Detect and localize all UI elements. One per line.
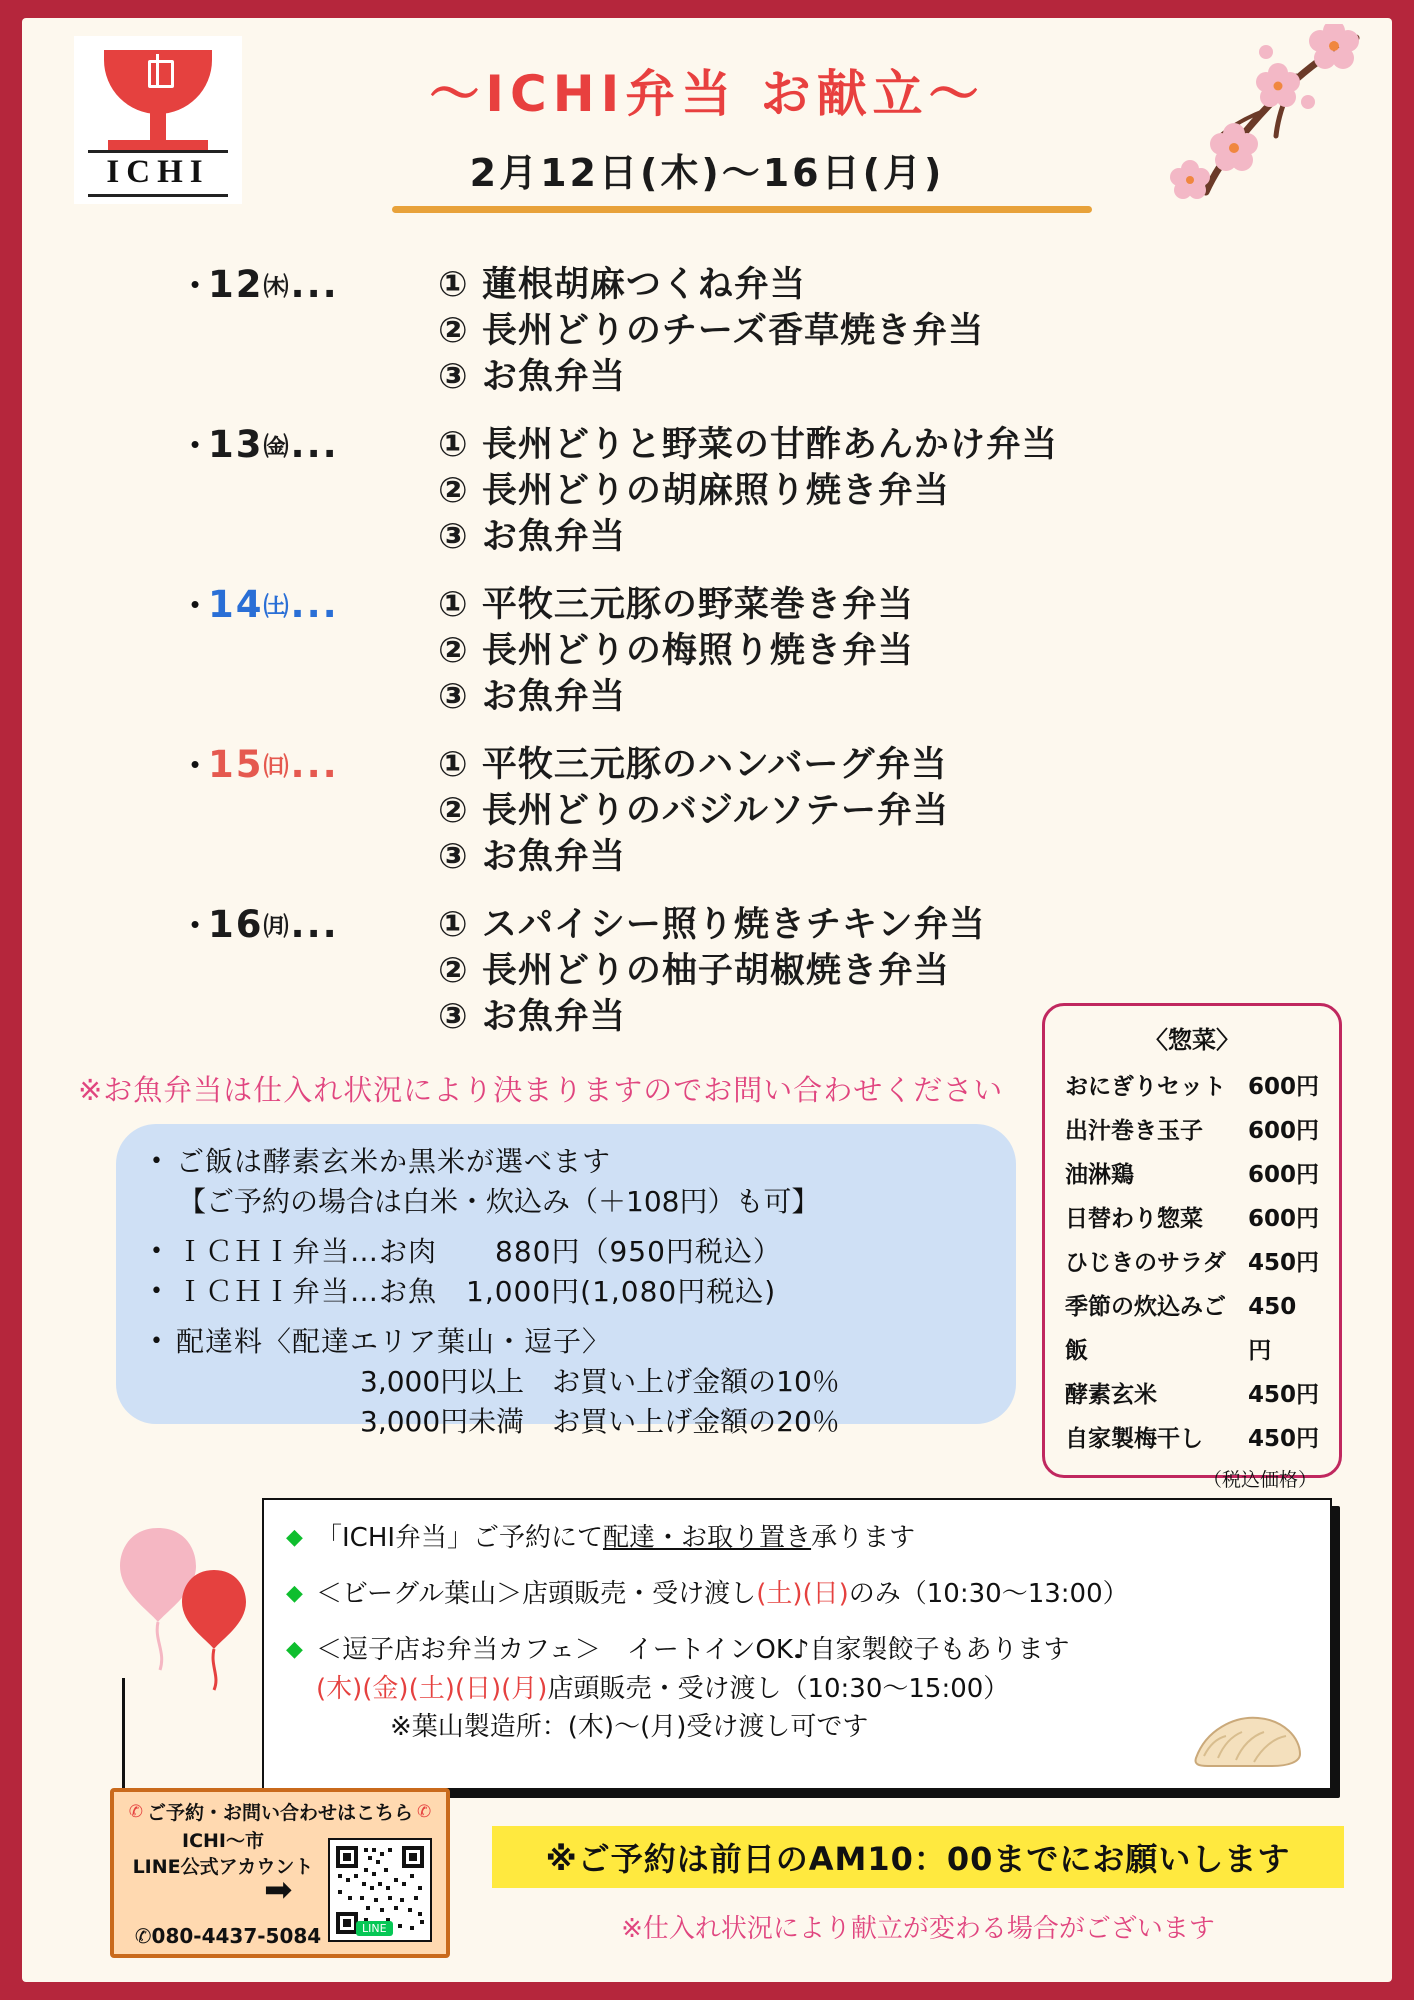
side-dish-price: 450円 — [1247, 1426, 1319, 1452]
info-zushi-hours-text: 店頭販売・受け渡し（10:30〜15:00） — [547, 1674, 1010, 1704]
contact-account-type: LINE公式アカウント — [132, 1856, 314, 1878]
price-meat-line — [150, 1232, 1006, 1272]
info-zushi-hours — [286, 1670, 1310, 1708]
side-dish-tax-note: （税込価格） — [1202, 1469, 1317, 1491]
day-label: 14㈯... — [208, 583, 339, 626]
side-dish-name: 油淋鶏 — [1065, 1162, 1134, 1188]
info-box — [262, 1498, 1332, 1790]
side-dish-name: 酵素玄米 — [1065, 1382, 1157, 1408]
menu-item: ① 平牧三元豚のハンバーグ弁当 — [438, 745, 948, 785]
menu-item: ① 平牧三元豚の野菜巻き弁当 — [438, 585, 914, 625]
delivery-fee-line — [150, 1322, 1006, 1362]
sakura-branch-icon — [1146, 24, 1366, 214]
side-dish-name: おにぎりセット — [1065, 1074, 1226, 1100]
info-line-zushi — [286, 1630, 1310, 1670]
side-dish-heading: 〈惣菜〉 — [1144, 1026, 1240, 1054]
flyer-page — [22, 18, 1392, 1982]
menu-item: ③ お魚弁当 — [438, 837, 626, 877]
menu-day-row — [22, 582, 1392, 720]
contact-card-heading — [114, 1798, 446, 1825]
menu-item: ① スパイシー照り焼きチキン弁当 — [438, 905, 986, 945]
side-dish-name: 季節の炊込みご飯 — [1065, 1294, 1226, 1364]
table-row — [1045, 1109, 1339, 1153]
menu-list — [22, 262, 1392, 1062]
diamond-icon: ◆ — [286, 1581, 303, 1606]
menu-day-row — [22, 262, 1392, 400]
delivery-fee-title: 配達料〈配達エリア葉山・逗子〉 — [176, 1325, 612, 1358]
qr-line-label: LINE — [356, 1921, 393, 1936]
contact-phone[interactable] — [128, 1924, 328, 1948]
day-label: 12㈭... — [208, 263, 339, 306]
menu-item: ② 長州どりの柚子胡椒焼き弁当 — [438, 951, 950, 991]
side-dish-price: 450円 — [1248, 1294, 1297, 1364]
balloon-icon — [114, 1518, 274, 1718]
info-zushi-text: ＜逗子店お弁当カフェ＞ イートインOK♪自家製餃子もあります — [316, 1635, 1070, 1665]
info-zushi-days: (木)(金)(土)(日)(月) — [316, 1674, 548, 1704]
menu-item: ② 長州どりのバジルソテー弁当 — [438, 791, 949, 831]
info-hayama-a: ＜ビーグル葉山＞店頭販売・受け渡し — [316, 1579, 757, 1609]
table-row — [1045, 1417, 1339, 1461]
delivery-fee-over: 3,000円以上 お買い上げ金額の10％ — [360, 1365, 840, 1398]
pin-icon-right: ✆ — [417, 1801, 432, 1822]
pricing-box — [116, 1124, 1016, 1438]
day-items — [438, 742, 1392, 880]
rice-option-line — [150, 1142, 1006, 1182]
pin-icon: ✆ — [128, 1801, 143, 1822]
menu-day-row — [22, 422, 1392, 560]
menu-item: ① 長州どりと野菜の甘酢あんかけ弁当 — [438, 425, 1058, 465]
menu-change-note: ※仕入れ状況により献立が変わる場合がございます — [621, 1914, 1215, 1944]
list-bullet: • — [190, 589, 200, 619]
side-dish-price: 600円 — [1247, 1162, 1319, 1188]
menu-item: ③ お魚弁当 — [438, 997, 626, 1037]
day-items — [438, 582, 1392, 720]
table-row — [1045, 1153, 1339, 1197]
list-bullet: • — [190, 429, 200, 459]
price-fish-line — [150, 1272, 1006, 1312]
contact-card[interactable] — [110, 1788, 450, 1958]
side-dish-name: ひじきのサラダ — [1065, 1250, 1226, 1276]
qr-code[interactable] — [328, 1838, 432, 1942]
header — [22, 18, 1392, 236]
arrow-right-icon: ➡ — [264, 1871, 293, 1909]
info-reserve-a: 「ICHI弁当」ご予約にて — [316, 1523, 604, 1553]
info-hayama-days: (土)(日) — [756, 1579, 849, 1609]
info-line-hayama — [286, 1574, 1310, 1614]
table-row — [1045, 1373, 1339, 1417]
title-underline — [392, 206, 1092, 213]
table-row — [1045, 1285, 1339, 1373]
info-reserve-text — [316, 1518, 1310, 1558]
reservation-banner: ※ご予約は前日のAM10：00までにお願いします — [492, 1826, 1344, 1888]
menu-item: ② 長州どりの梅照り焼き弁当 — [438, 631, 914, 671]
price-fish-text: ＩＣＨＩ弁当…お魚 1,000円(1,080円税込) — [176, 1275, 777, 1308]
table-row — [1045, 1197, 1339, 1241]
list-bullet: • — [190, 909, 200, 939]
side-dish-price: 600円 — [1247, 1206, 1319, 1232]
menu-item: ③ お魚弁当 — [438, 357, 626, 397]
contact-account-name: ICHI〜市 — [182, 1830, 264, 1852]
list-bullet: • — [190, 749, 200, 779]
page-title: 〜ICHI弁当 お献立〜 — [429, 65, 985, 123]
side-dish-name: 自家製梅干し — [1065, 1426, 1203, 1452]
side-dish-price: 600円 — [1247, 1118, 1319, 1144]
info-reserve-underline: 配達・お取り置き — [603, 1523, 812, 1553]
side-dish-price: 450円 — [1247, 1250, 1319, 1276]
table-row — [1045, 1241, 1339, 1285]
diamond-icon: ◆ — [286, 1525, 303, 1550]
day-items — [438, 422, 1392, 560]
day-label: 15㈰... — [208, 743, 339, 786]
table-row — [1045, 1065, 1339, 1109]
fish-availability-note: ※お魚弁当は仕入れ状況により決まりますのでお問い合わせください — [78, 1073, 1004, 1107]
info-line-reserve — [286, 1518, 1310, 1558]
info-hayama-b: のみ（10:30〜13:00） — [848, 1579, 1129, 1609]
contact-phone-number: 080-4437-5084 — [151, 1924, 322, 1948]
list-bullet: • — [190, 269, 200, 299]
phone-icon: ✆ — [134, 1924, 152, 1948]
info-hayama-text — [316, 1574, 1310, 1614]
list-bullet: • — [150, 1329, 164, 1354]
menu-day-row — [22, 742, 1392, 880]
side-dish-name: 日替わり惣菜 — [1065, 1206, 1203, 1232]
side-dish-name: 出汁巻き玉子 — [1065, 1118, 1203, 1144]
menu-item: ③ お魚弁当 — [438, 517, 626, 557]
rice-option-text: ご飯は酵素玄米か黒米が選べます — [176, 1145, 612, 1178]
day-label: 13㈮... — [208, 423, 339, 466]
gyoza-icon — [1188, 1706, 1308, 1776]
contact-card-heading-text: ご予約・お問い合わせはこちら — [146, 1802, 413, 1824]
menu-item: ① 蓮根胡麻つくね弁当 — [438, 265, 806, 305]
day-items — [438, 262, 1392, 400]
list-bullet: • — [150, 1149, 164, 1174]
price-meat-text: ＩＣＨＩ弁当…お肉 880円（950円税込） — [176, 1235, 782, 1268]
side-dish-price: 600円 — [1247, 1074, 1319, 1100]
side-dish-price: 450円 — [1247, 1382, 1319, 1408]
menu-item: ③ お魚弁当 — [438, 677, 626, 717]
menu-item: ② 長州どりの胡麻照り焼き弁当 — [438, 471, 950, 511]
info-factory-note: ※葉山製造所：(木)〜(月)受け渡し可です — [390, 1712, 869, 1742]
list-bullet: • — [150, 1279, 164, 1304]
rice-option-note: 【ご予約の場合は白米・炊込み（＋108円）も可】 — [178, 1185, 820, 1218]
list-bullet: • — [150, 1239, 164, 1264]
side-dish-price-box — [1042, 1003, 1342, 1491]
info-reserve-b: 承ります — [811, 1523, 916, 1553]
page-subtitle: 2月12日(木)〜16日(月) — [469, 151, 945, 195]
delivery-fee-under: 3,000円未満 お買い上げ金額の20％ — [360, 1405, 840, 1438]
menu-item: ② 長州どりのチーズ香草焼き弁当 — [438, 311, 985, 351]
diamond-icon: ◆ — [286, 1637, 303, 1662]
day-label: 16㈪... — [208, 903, 339, 946]
logo-text: ICHI — [106, 154, 210, 190]
